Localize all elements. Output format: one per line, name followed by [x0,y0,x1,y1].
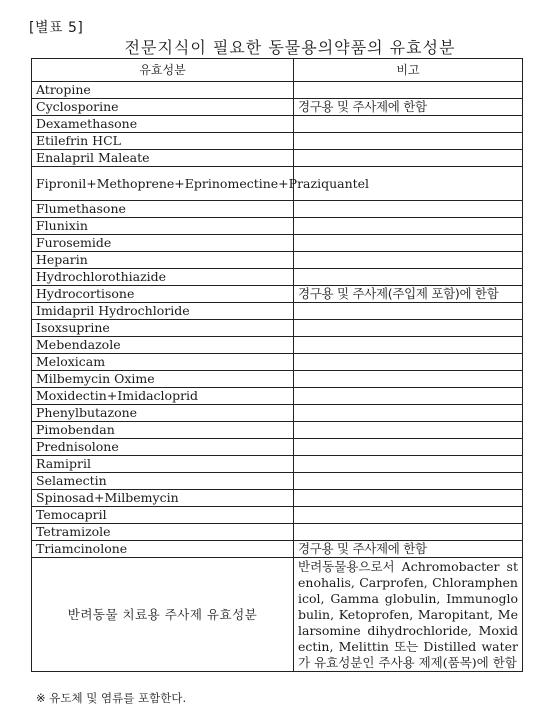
remark-cell [294,218,523,235]
remark-cell: 경구용 및 주사제에 한함 [294,99,523,116]
ingredient-cell: Ramipril [32,456,294,473]
remark-cell [294,82,523,99]
table-row [32,473,523,490]
remark-cell [294,507,523,524]
remark-cell [294,133,523,150]
ingredient-cell: Mebendazole [32,337,294,354]
remark-cell [294,252,523,269]
remark-cell [294,439,523,456]
table-row [32,303,523,320]
remark-cell [294,371,523,388]
ingredient-cell: Triamcinolone [32,541,294,558]
remark-cell: 반려동물용으로서 Achromobacter stenohalis, Carprofen, Chloramphenicol, Gamma globulin, Immunoglobulin, Ketoprofen, Maropitant, Melarsomine dihydrochloride, Moxidectin, Melittin 또는 Distilled water가 유효성분인 주사용 제제(품목)에 한함 [294,558,523,672]
ingredient-cell: Furosemide [32,235,294,252]
ingredient-cell: Hydrochlorothiazide [32,269,294,286]
remark-cell [294,337,523,354]
table-row [32,235,523,252]
table-row [32,218,523,235]
ingredient-cell: Flumethasone [32,201,294,218]
table-row [32,99,523,116]
table-row [32,524,523,541]
ingredient-cell: Etilefrin HCL [32,133,294,150]
remark-cell [294,456,523,473]
ingredient-cell: Dexamethasone [32,116,294,133]
table-row [32,82,523,99]
remark-cell [294,235,523,252]
remark-cell [294,201,523,218]
table-row [32,133,523,150]
header-ingredient: 유효성분 [32,59,294,82]
table-row [32,320,523,337]
ingredient-cell: Pimobendan [32,422,294,439]
ingredient-cell: Spinosad+Milbemycin [32,490,294,507]
table-row [32,456,523,473]
ingredient-cell: Flunixin [32,218,294,235]
table-row [32,167,523,201]
annex-label: [별표 5] [29,20,84,36]
ingredient-table [31,58,523,672]
ingredient-cell: Heparin [32,252,294,269]
table-row [32,388,523,405]
table-row [32,490,523,507]
remark-cell [294,490,523,507]
ingredient-cell: Phenylbutazone [32,405,294,422]
remark-cell [294,116,523,133]
ingredient-cell: Hydrocortisone [32,286,294,303]
remark-cell [294,303,523,320]
footnote: ※ 유도체 및 염류를 포함한다. [36,691,187,705]
table-row [32,354,523,371]
ingredient-cell: Milbemycin Oxime [32,371,294,388]
remark-cell [294,405,523,422]
table-row [32,252,523,269]
table-header-row [32,59,523,82]
ingredient-cell: Selamectin [32,473,294,490]
header-remark: 비고 [294,59,523,82]
table-row [32,269,523,286]
remark-cell [294,422,523,439]
page-title: 전문지식이 필요한 동물용의약품의 유효성분 [124,38,456,57]
table-row [32,405,523,422]
ingredient-cell: Meloxicam [32,354,294,371]
ingredient-cell: Enalapril Maleate [32,150,294,167]
table-row [32,337,523,354]
table-row-companion-injectables [32,558,523,672]
ingredient-cell: Isoxsuprine [32,320,294,337]
table-row [32,201,523,218]
table-row [32,286,523,303]
ingredient-cell: Moxidectin+Imidacloprid [32,388,294,405]
ingredient-cell: Imidapril Hydrochloride [32,303,294,320]
remark-cell: 경구용 및 주사제(주입제 포함)에 한함 [294,286,523,303]
remark-cell [294,150,523,167]
table-row [32,116,523,133]
table-row [32,422,523,439]
remark-cell [294,473,523,490]
remark-cell [294,320,523,337]
ingredient-cell: Tetramizole [32,524,294,541]
table-row [32,507,523,524]
remark-cell [294,269,523,286]
remark-cell [294,524,523,541]
remark-cell [294,354,523,371]
table-row [32,371,523,388]
table-row [32,439,523,456]
ingredient-cell: Prednisolone [32,439,294,456]
remark-cell: 경구용 및 주사제에 한함 [294,541,523,558]
table-row [32,541,523,558]
table-row [32,150,523,167]
ingredient-cell: Fipronil+Methoprene+Eprinomectine+Praziquantel [32,167,294,201]
remark-cell [294,388,523,405]
ingredient-cell: Temocapril [32,507,294,524]
ingredient-cell: 반려동물 치료용 주사제 유효성분 [32,558,294,672]
ingredient-cell: Cyclosporine [32,99,294,116]
ingredient-cell: Atropine [32,82,294,99]
